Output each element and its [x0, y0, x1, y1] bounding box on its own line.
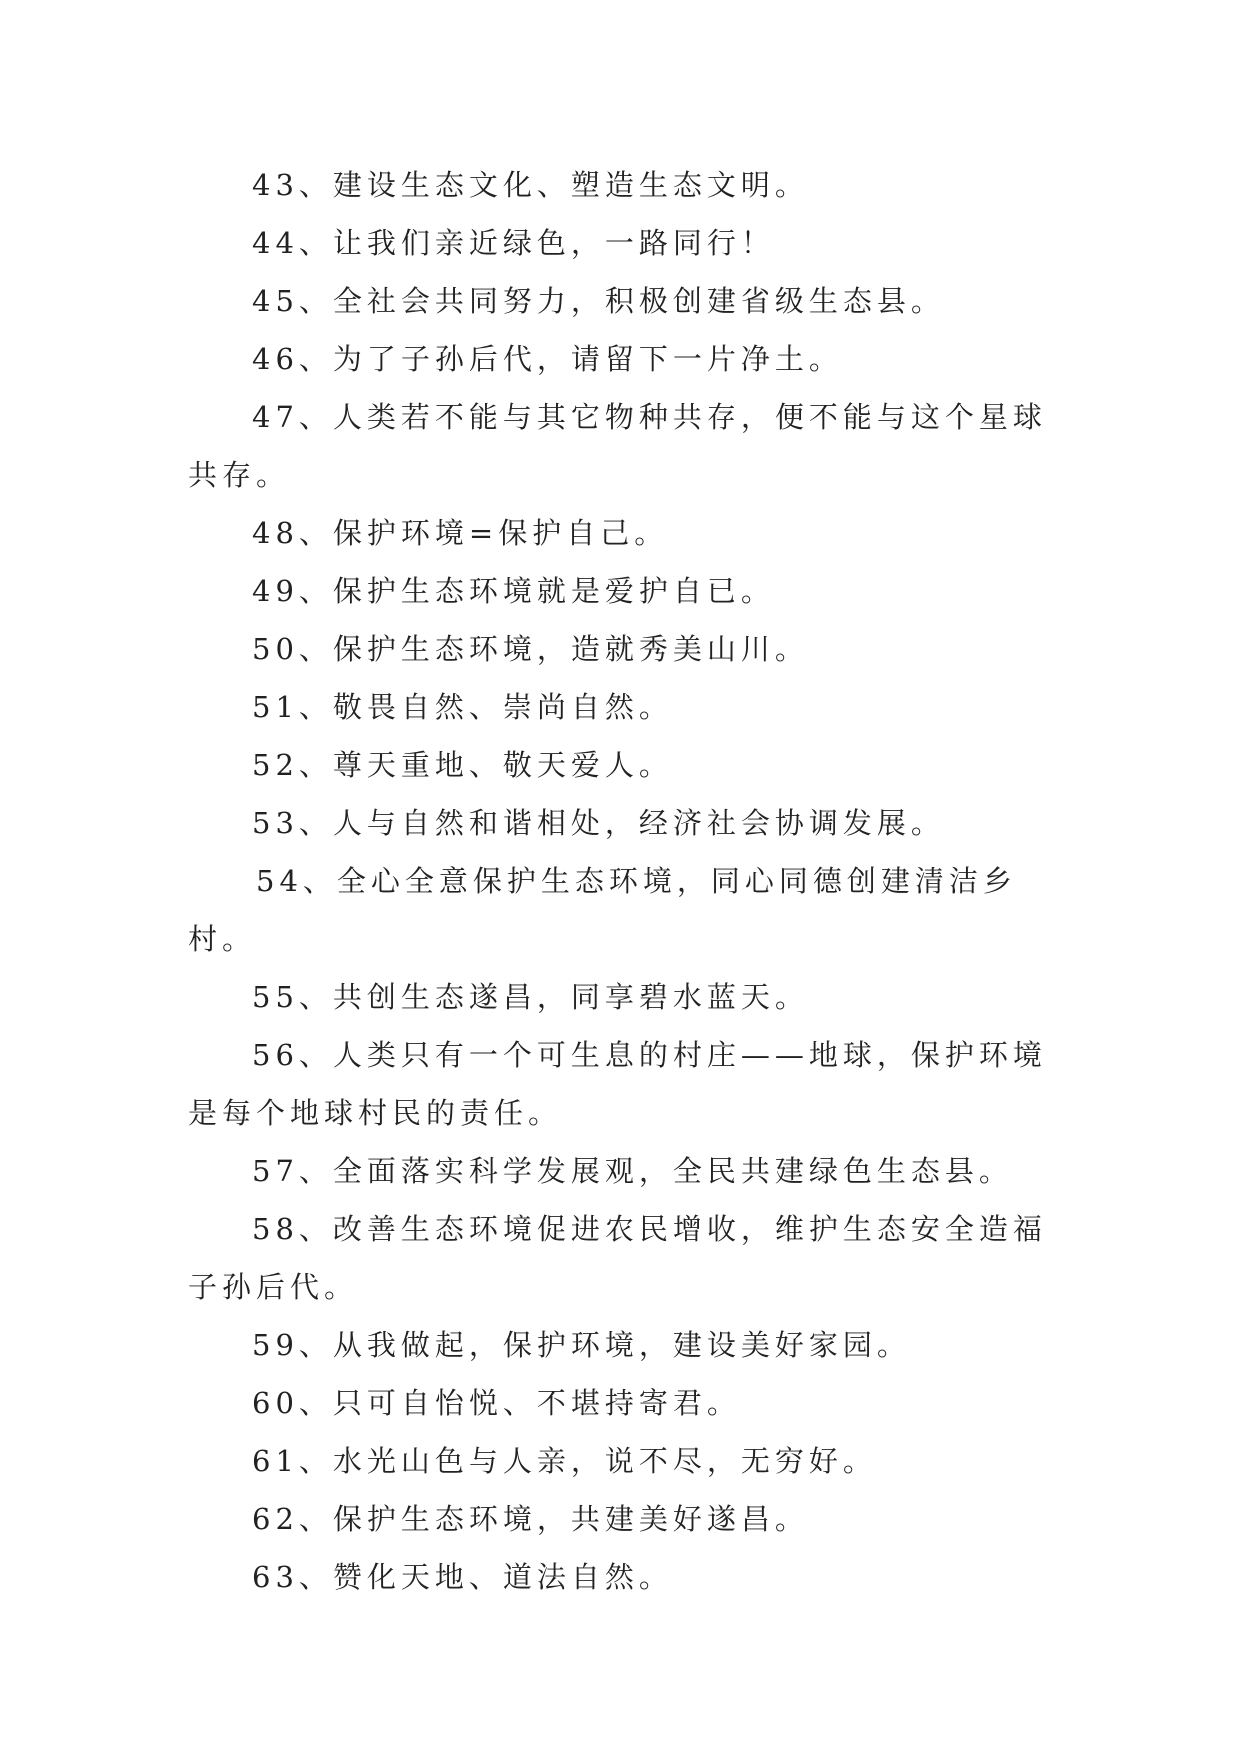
list-item: 47、人类若不能与其它物种共存，便不能与这个星球共存。 [188, 400, 1047, 492]
list-item: 48、保护环境=保护自己。 [252, 516, 669, 550]
list-item: 44、让我们亲近绿色，一路同行！ [252, 226, 775, 260]
list-item: 56、人类只有一个可生息的村庄——地球，保护环境是每个地球村民的责任。 [188, 1038, 1047, 1130]
list-item: 57、全面落实科学发展观，全民共建绿色生态县。 [252, 1154, 1013, 1188]
list-item: 60、只可自怡悦、不堪持寄君。 [252, 1386, 741, 1420]
list-item: 46、为了子孙后代，请留下一片净土。 [252, 342, 843, 376]
list-item: 52、尊天重地、敬天爱人。 [252, 748, 673, 782]
list-item: 50、保护生态环境，造就秀美山川。 [252, 632, 809, 666]
list-item: 53、人与自然和谐相处，经济社会协调发展。 [252, 806, 945, 840]
list-item: 58、改善生态环境促进农民增收，维护生态安全造福子孙后代。 [188, 1212, 1047, 1304]
list-item: 61、水光山色与人亲，说不尽，无穷好。 [252, 1444, 877, 1478]
list-item: 62、保护生态环境，共建美好遂昌。 [252, 1502, 809, 1536]
list-item: 63、赞化天地、道法自然。 [252, 1560, 673, 1594]
document-body [188, 156, 1068, 1606]
list-item: 49、保护生态环境就是爱护自已。 [252, 574, 775, 608]
list-item: 54、全心全意保护生态环境，同心同德创建清洁乡村。 [188, 864, 1017, 956]
list-item: 43、建设生态文化、塑造生态文明。 [252, 168, 809, 202]
list-item: 55、共创生态遂昌，同享碧水蓝天。 [252, 980, 809, 1014]
list-item: 45、全社会共同努力，积极创建省级生态县。 [252, 284, 945, 318]
list-item: 51、敬畏自然、崇尚自然。 [252, 690, 673, 724]
list-item: 59、从我做起，保护环境，建设美好家园。 [252, 1328, 911, 1362]
